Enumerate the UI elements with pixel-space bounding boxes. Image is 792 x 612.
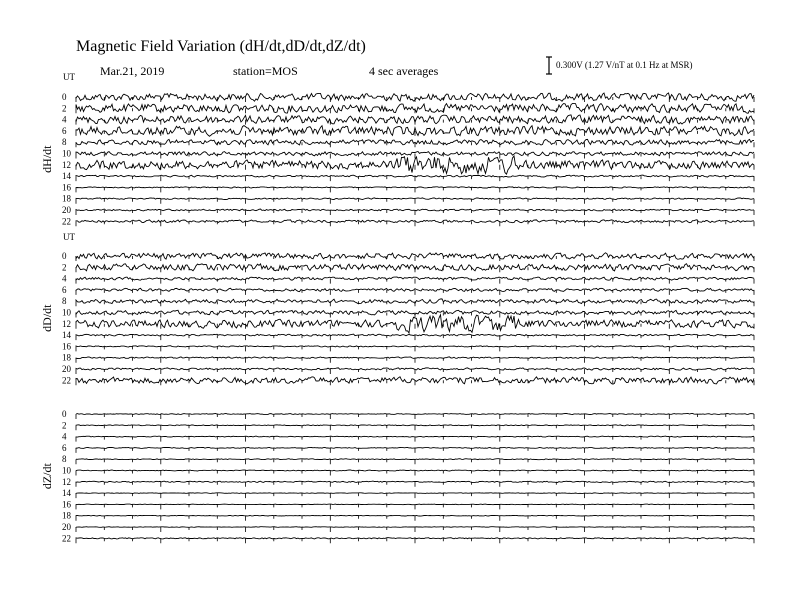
trace-line (76, 504, 754, 505)
row-label: 14 (62, 488, 71, 499)
row-label: 4 (62, 114, 67, 125)
axis-label-1: dD/dt (40, 304, 54, 332)
row-label: 10 (62, 307, 71, 318)
trace-line (76, 346, 754, 347)
row-label: 22 (62, 533, 71, 544)
row-label: 16 (62, 341, 71, 352)
trace-line (76, 357, 754, 359)
row-ticks (76, 482, 754, 487)
averaging-label: 4 sec averages (369, 64, 439, 78)
row-label: 16 (62, 499, 71, 510)
trace-line (76, 368, 754, 370)
row-label: 2 (62, 262, 67, 273)
row-label: 0 (62, 251, 67, 261)
trace-line (76, 447, 754, 448)
row-label: 8 (62, 454, 67, 465)
date-label: Mar.21, 2019 (100, 64, 165, 78)
axis-label-0: dH/dt (40, 145, 54, 173)
row-label: 12 (62, 476, 71, 487)
row-ticks (76, 448, 754, 453)
row-label: 2 (62, 103, 67, 114)
row-ticks (76, 516, 754, 521)
row-label: 8 (62, 296, 67, 307)
row-label: 18 (62, 193, 71, 204)
row-label: 14 (62, 171, 71, 182)
trace-line (76, 209, 754, 211)
trace-line (76, 187, 754, 188)
trace-line (76, 436, 754, 437)
ut-header-1: UT (63, 232, 75, 242)
row-label: 10 (62, 148, 71, 159)
trace-line (76, 527, 754, 528)
trace-line (76, 414, 754, 415)
row-ticks (76, 493, 754, 498)
row-label: 20 (62, 522, 71, 532)
row-ticks (76, 527, 754, 532)
row-ticks (76, 471, 754, 476)
row-label: 18 (62, 352, 71, 363)
row-label: 0 (62, 92, 67, 102)
row-ticks (76, 346, 754, 351)
row-label: 6 (62, 442, 67, 453)
row-label: 4 (62, 431, 67, 442)
row-label: 6 (62, 125, 67, 136)
row-label: 16 (62, 182, 71, 193)
row-label: 20 (62, 364, 71, 374)
station-label: station=MOS (233, 64, 298, 78)
row-label: 22 (62, 216, 71, 227)
ut-header-0: UT (63, 72, 75, 82)
trace-line (76, 515, 754, 516)
trace-line (76, 459, 754, 460)
row-ticks (76, 279, 754, 284)
axis-label-2: dZ/dt (40, 463, 54, 490)
chart-title: Magnetic Field Variation (dH/dt,dD/dt,dZ/dt) (76, 38, 366, 55)
row-ticks (76, 199, 754, 204)
row-label: 0 (62, 409, 67, 419)
trace-line (76, 425, 754, 426)
row-label: 4 (62, 273, 67, 284)
row-ticks (76, 187, 754, 192)
row-label: 8 (62, 137, 67, 148)
scale-label: 0.300V (1.27 V/nT at 0.1 Hz at MSR) (556, 60, 693, 70)
row-label: 10 (62, 465, 71, 476)
row-label: 2 (62, 420, 67, 431)
row-label: 12 (62, 159, 71, 170)
row-label: 22 (62, 375, 71, 386)
trace-line (76, 115, 754, 124)
row-ticks (76, 425, 754, 430)
row-ticks (76, 290, 754, 295)
row-label: 12 (62, 318, 71, 329)
row-ticks (76, 221, 754, 226)
row-label: 14 (62, 330, 71, 341)
row-label: 20 (62, 205, 71, 215)
row-label: 6 (62, 284, 67, 295)
row-label: 18 (62, 510, 71, 521)
trace-line (76, 493, 754, 494)
row-ticks (76, 176, 754, 181)
row-ticks (76, 538, 754, 543)
